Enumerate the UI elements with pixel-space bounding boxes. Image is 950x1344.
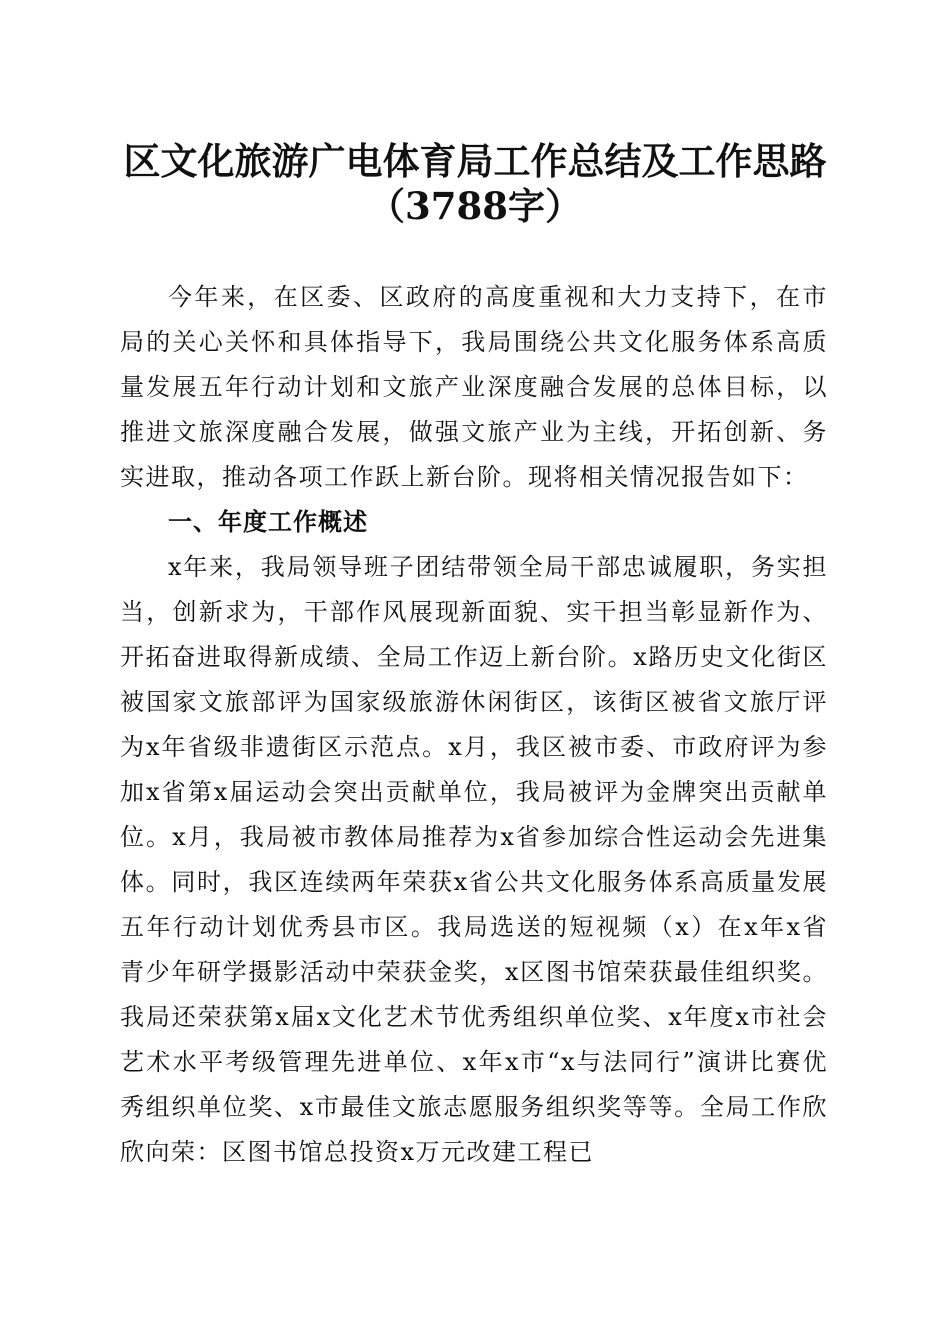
section-block bbox=[120, 545, 828, 1175]
intro-block bbox=[120, 275, 828, 500]
document-subtitle: （3788字） bbox=[368, 184, 582, 228]
section-heading: 一、年度工作概述 bbox=[168, 508, 368, 536]
document-title: 区文化旅游广电体育局工作总结及工作思路 bbox=[123, 139, 827, 183]
section-paragraph: x年来，我局领导班子团结带领全局干部忠诚履职，务实担当，创新求为，干部作风展现新面貌、实干担当彰显新作为、开拓奋进取得新成绩、全局工作迈上新台阶。x路历史文化街区被国家文旅部评为国家级旅游休闲街区，该街区被省文旅厅评为x年省级非遗街区示范点。x月，我区被市委、市政府评为参加x省第x届运动会突出贡献单位，我局被评为金牌突出贡献单位。x月，我局被市教体局推荐为x省参加综合性运动会先进集体。同时，我区连续两年荣获x省公共文化服务体系高质量发展五年行动计划优秀县市区。我局选送的短视频（x）在x年x省青少年研学摄影活动中荣获金奖，x区图书馆荣获最佳组织奖。我局还荣获第x届x文化艺术节优秀组织单位奖、x年度x市社会艺术水平考级管理先进单位、x年x市“x与法同行”演讲比赛优秀组织单位奖、x市最佳文旅志愿服务组织奖等等。全局工作欣欣向荣：区图书馆总投资x万元改建工程已 bbox=[120, 553, 828, 1166]
intro-paragraph: 今年来，在区委、区政府的高度重视和大力支持下，在市局的关心关怀和具体指导下，我局围绕公共文化服务体系高质量发展五年行动计划和文旅产业深度融合发展的总体目标，以推进文旅深度融合发展，做强文旅产业为主线，开拓创新、务实进取，推动各项工作跃上新台阶。现将相关情况报告如下： bbox=[120, 283, 828, 491]
